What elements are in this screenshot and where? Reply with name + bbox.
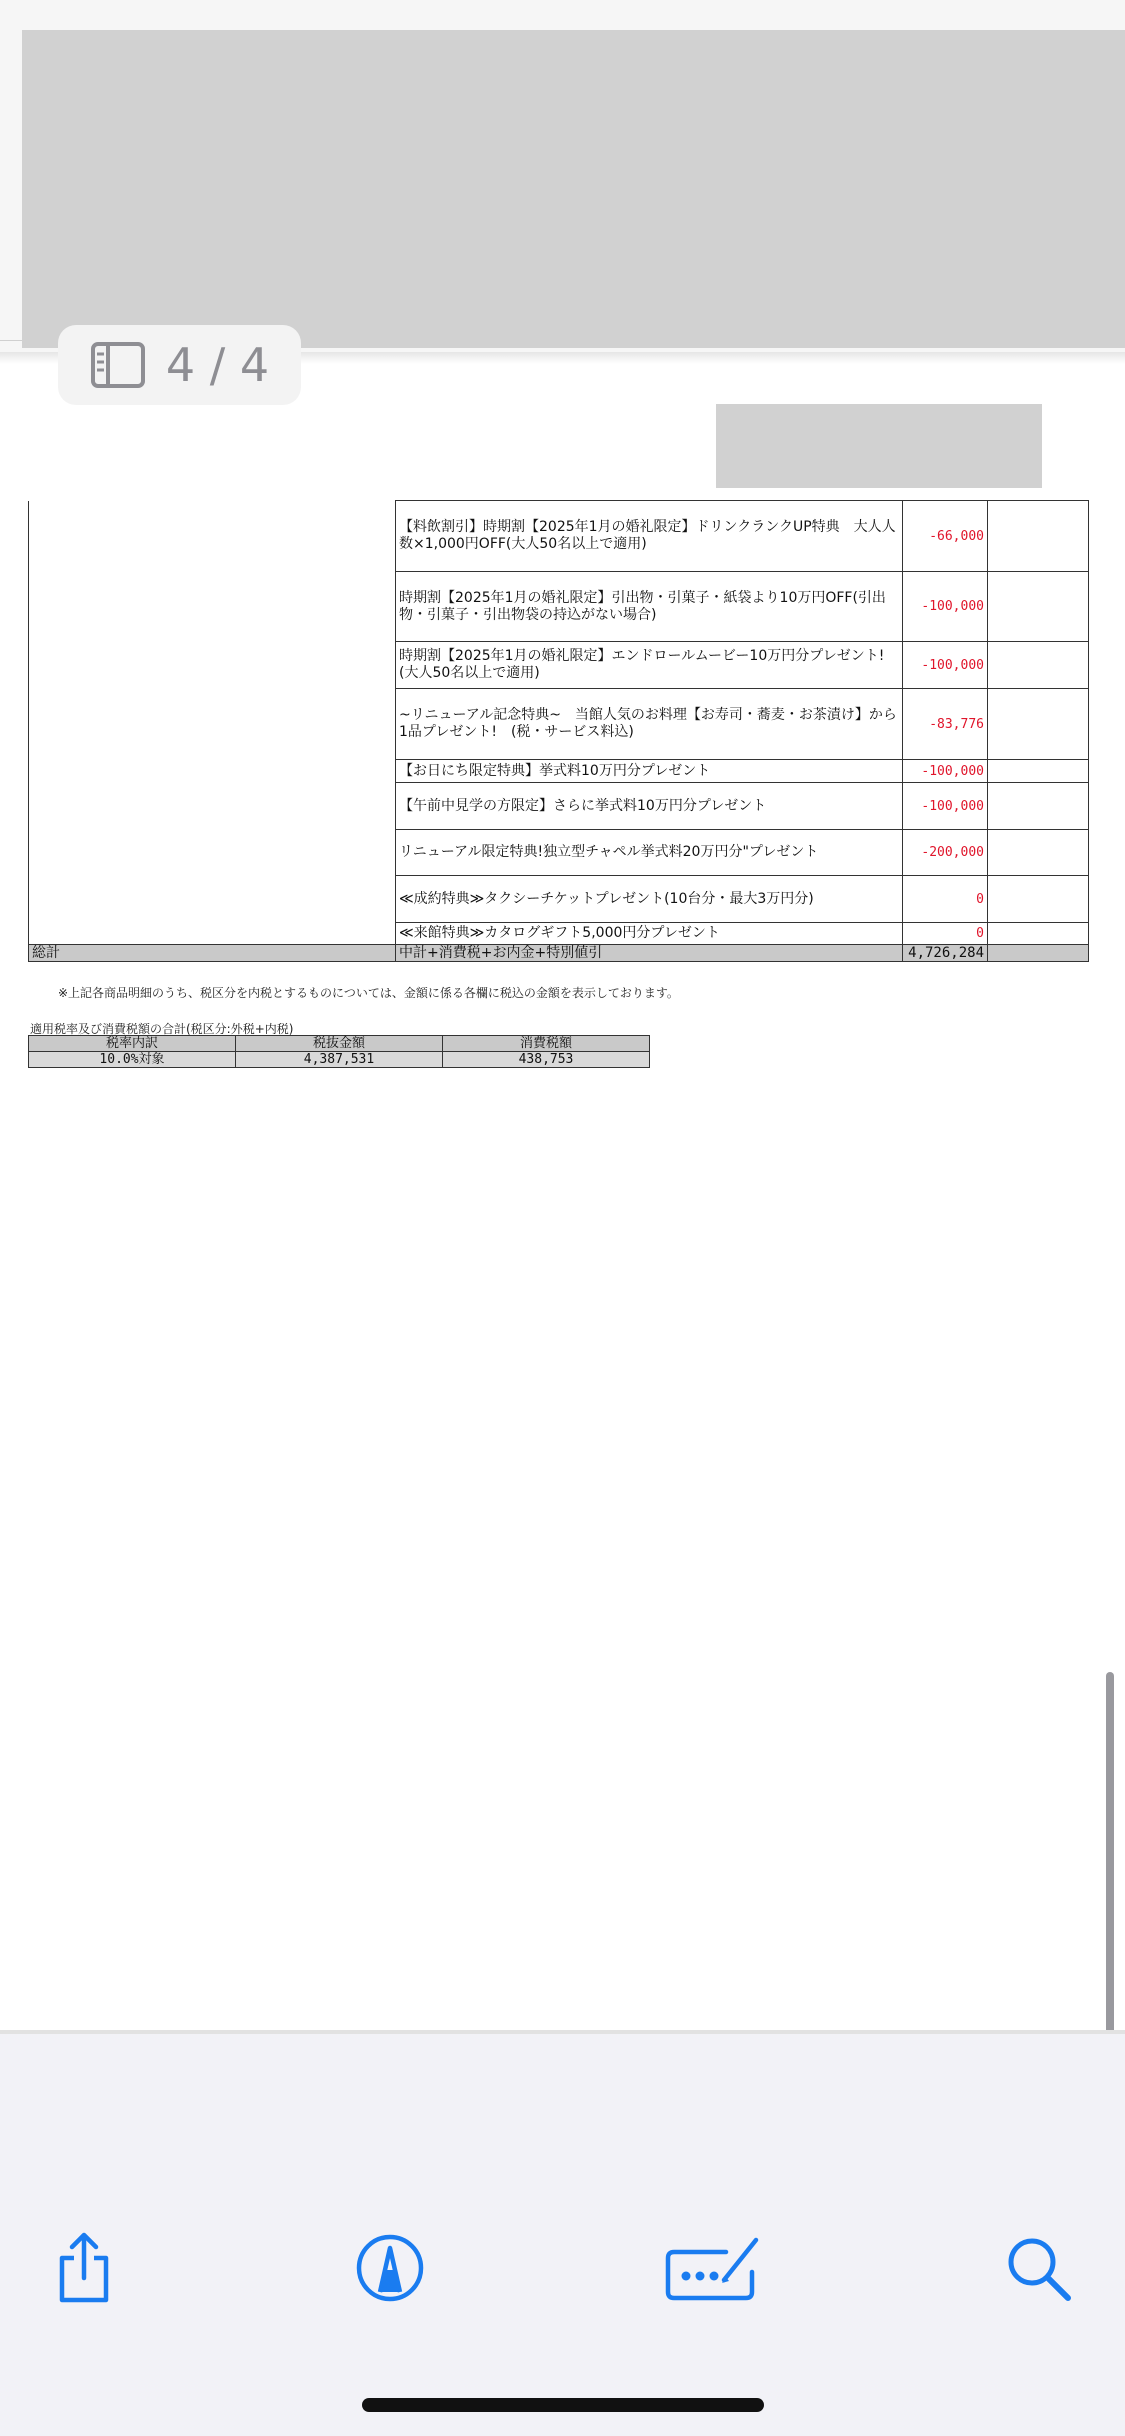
redacted-header	[22, 30, 1125, 348]
sign-form-button[interactable]	[664, 2230, 764, 2306]
row-extra	[988, 923, 1089, 945]
total-extra	[988, 945, 1089, 962]
top-divider	[0, 340, 22, 341]
markup-pen-icon	[354, 2232, 426, 2304]
page-indicator-text: 4 / 4	[165, 338, 270, 392]
tax-header-net: 税抜金額	[236, 1036, 443, 1052]
tax-rate: 10.0%対象	[29, 1052, 236, 1068]
row-extra	[988, 783, 1089, 830]
row-description: 時期割【2025年1月の婚礼限定】引出物・引菓子・紙袋より10万円OFF(引出物・引菓子・引出物袋の持込がない場合)	[396, 572, 903, 642]
row-amount: 0	[903, 876, 988, 923]
row-description: ~リニューアル記念特典~ 当館人気のお料理【お寿司・蕎麦・お茶漬け】から1品プレゼント! (税・サービス料込)	[396, 689, 903, 760]
row-amount: -100,000	[903, 642, 988, 689]
row-description: 時期割【2025年1月の婚礼限定】エンドロールムービー10万円分プレゼント!(大人50名以上で適用)	[396, 642, 903, 689]
tax-summary-table	[28, 1035, 650, 1068]
page-indicator[interactable]	[58, 325, 301, 405]
total-formula: 中計+消費税+お内金+特別値引	[396, 945, 903, 962]
row-amount: -200,000	[903, 830, 988, 876]
search-icon	[1002, 2232, 1074, 2304]
total-row	[29, 945, 1089, 962]
bottom-toolbar	[0, 2034, 1125, 2436]
row-description: 【料飲割引】時期割【2025年1月の婚礼限定】ドリンクランクUP特典 大人人数×1,000円OFF(大人50名以上で適用)	[396, 501, 903, 572]
row-description: 【お日にち限定特典】挙式料10万円分プレゼント	[396, 760, 903, 783]
total-label: 総計	[29, 945, 396, 962]
row-amount: -100,000	[903, 572, 988, 642]
total-amount: 4,726,284	[903, 945, 988, 962]
page-thumbnail-icon	[90, 341, 146, 389]
row-amount: -100,000	[903, 783, 988, 830]
tax-net-amount: 4,387,531	[236, 1052, 443, 1068]
share-button[interactable]	[46, 2230, 122, 2306]
tax-data-row	[29, 1052, 650, 1068]
row-amount: -100,000	[903, 760, 988, 783]
left-blank-column	[29, 501, 396, 945]
row-extra	[988, 689, 1089, 760]
tax-summary-caption: 適用税率及び消費税額の合計(税区分:外税+内税)	[30, 1022, 294, 1036]
share-icon	[52, 2232, 116, 2304]
search-button[interactable]	[1000, 2230, 1076, 2306]
tax-header-rate: 税率内訳	[29, 1036, 236, 1052]
sign-form-icon	[664, 2232, 764, 2304]
table-row	[29, 501, 1089, 572]
redacted-block	[716, 404, 1042, 488]
tax-header-row	[29, 1036, 650, 1052]
row-extra	[988, 642, 1089, 689]
tax-header-tax: 消費税額	[443, 1036, 650, 1052]
row-extra	[988, 572, 1089, 642]
markup-button[interactable]	[352, 2230, 428, 2306]
row-extra	[988, 830, 1089, 876]
row-extra	[988, 760, 1089, 783]
tax-amount: 438,753	[443, 1052, 650, 1068]
row-amount: -66,000	[903, 501, 988, 572]
discount-table	[28, 500, 1089, 962]
row-extra	[988, 501, 1089, 572]
row-description: リニューアル限定特典!独立型チャペル挙式料20万円分"プレゼント	[396, 830, 903, 876]
row-description: 【午前中見学の方限定】さらに挙式料10万円分プレゼント	[396, 783, 903, 830]
row-amount: 0	[903, 923, 988, 945]
row-description: ≪成約特典≫タクシーチケットプレゼント(10台分・最大3万円分)	[396, 876, 903, 923]
home-indicator[interactable]	[362, 2398, 764, 2412]
tax-note: ※上記各商品明細のうち、税区分を内税とするものについては、金額に係る各欄に税込の金額を表示しております。	[58, 986, 679, 1000]
row-amount: -83,776	[903, 689, 988, 760]
row-description: ≪来館特典≫カタログギフト5,000円分プレゼント	[396, 923, 903, 945]
row-extra	[988, 876, 1089, 923]
